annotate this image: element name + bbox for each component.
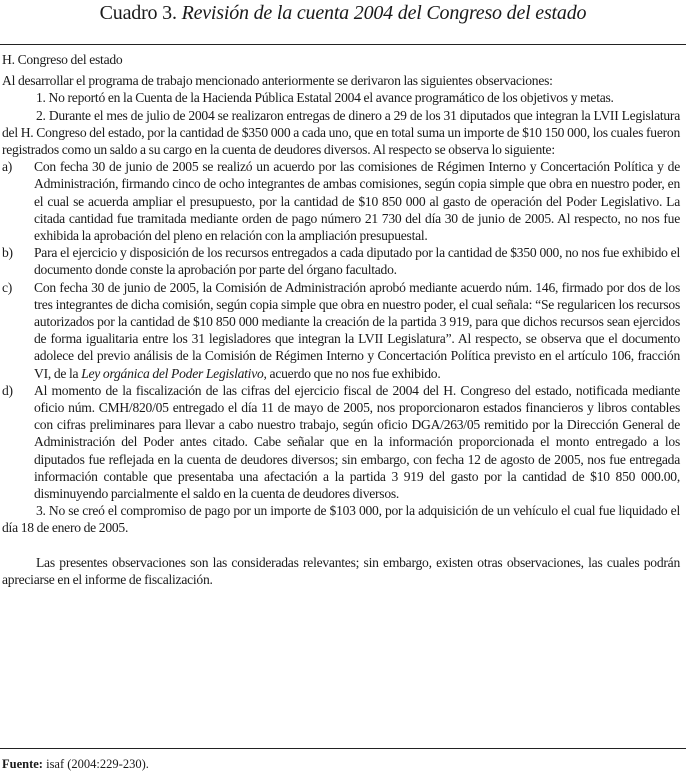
item-label: d) — [2, 382, 13, 398]
table-body — [2, 51, 680, 588]
item-text: Para el ejercicio y disposición de los recursos entregados a cada diputado por la cantidad de $350 000, no nos fue exhibido el documento donde conste la aprobación por parte del órgano facultado. — [34, 245, 680, 278]
table-title — [0, 2, 686, 25]
closing-paragraph: Las presentes observaciones son las consideradas relevantes; sin embargo, existen otras observaciones, las cuales podrán apreciarse en el informe de fiscalización. — [2, 554, 680, 587]
item-text — [34, 279, 680, 382]
source-note — [2, 757, 149, 772]
section-heading: H. Congreso del estado — [2, 52, 123, 67]
item-text-part: , acuerdo que no nos fue exhibido. — [263, 365, 441, 381]
item-text: Al momento de la fiscalización de las cifras del ejercicio fiscal de 2004 del H. Congreso del estado, notificada mediante oficio núm. CMH/820/05 entregado el día 11 de mayo de 2005, nos proporcionaron estados financieros y libros contables con cifras preliminares para llevar a cabo nuestro trabajo, según oficio DGA/263/05 remitido por la Dirección General de Administración del Poder antes citado. Cabe señalar que en la información proporcionada el monto entregado a los diputados fue reflejada en la cuenta de deudores diversos; sin embargo, con fecha 12 de agosto de 2005, nos fue entregada información contable que presentaba una afectación a la partida 3 919 del gasto por la cantidad de $10 850 000.00, disminuyendo parcialmente el saldo en la cuenta de deudores diversos. — [34, 382, 680, 502]
title-number: Cuadro 3. — [99, 2, 182, 24]
observation-3: 3. No se creó el compromiso de pago por un importe de $103 000, por la adquisición de un vehículo el cual fue liquidado el día 18 de enero de 2005. — [2, 503, 680, 536]
item-text: Con fecha 30 de junio de 2005 se realizó un acuerdo por las comisiones de Régimen Interno y Concertación Política y de Administración, firmando cinco de ocho integrantes de ambas comisiones, según copia simple que obra en nuestro poder, en el cual se acuerda ampliar el presupuesto, por la cantidad de $10 850 000 al gasto de operación del Poder Legislativo. La citada cantidad fue tramitada mediante orden de pago número 21 730 del día 30 de junio de 2005. Al respecto, no nos fue exhibida la aprobación del pleno en relación con la ampliación presupuestal. — [34, 159, 680, 244]
item-label: c) — [2, 279, 13, 295]
observation-2: 2. Durante el mes de julio de 2004 se realizaron entregas de dinero a 29 de los 31 diputados que integran la LVII Legislatura del H. Congreso del estado, por la cantidad de $350 000 a cada uno, que en total suma un importe de $10 150 000, los cuales fueron registrados como un saldo a su cargo en la cuenta de deudores diversos. Al respecto se observa lo siguiente: — [2, 107, 680, 158]
intro-paragraph: Al desarrollar el programa de trabajo mencionado anteriormente se derivaron las siguientes observaciones: — [2, 73, 553, 89]
source-text: isaf (2004:229-230). — [42, 757, 149, 771]
item-text-part: Con fecha 30 de junio de 2005, la Comisión de Administración aprobó mediante acuerdo núm. 146, firmado por dos de los tres integrantes de dicha comisión, según copia simple que obra en nuestro poder, el cual señala: “Se regularicen los recursos autorizados por la cantidad de $10 850 000 mediante la creación de la partida 3 919, para que dichos recursos sean ejercidos de forma igualitaria entre los 31 legisladores que integran la LVII Legislatura”. Al respecto, se observa que el documento adolece del previo análisis de la Comisión de Régimen Interno y Concertación Política previsto en el artículo 106, fracción VI, de la — [34, 279, 680, 381]
item-label: a) — [2, 159, 13, 175]
title-text: Revisión de la cuenta 2004 del Congreso del estado — [181, 2, 587, 24]
item-label: b) — [2, 245, 13, 261]
top-rule — [0, 44, 686, 45]
source-label: Fuente: — [2, 757, 43, 771]
list-item-c — [2, 279, 680, 382]
observation-1: 1. No reportó en la Cuenta de la Hacienda Pública Estatal 2004 el avance programático de los objetivos y metas. — [36, 90, 614, 106]
law-title: Ley orgánica del Poder Legislativo — [81, 365, 264, 381]
bottom-rule — [0, 748, 686, 749]
list-item-b — [2, 244, 680, 278]
list-item-a — [2, 158, 680, 244]
list-item-d — [2, 382, 680, 502]
